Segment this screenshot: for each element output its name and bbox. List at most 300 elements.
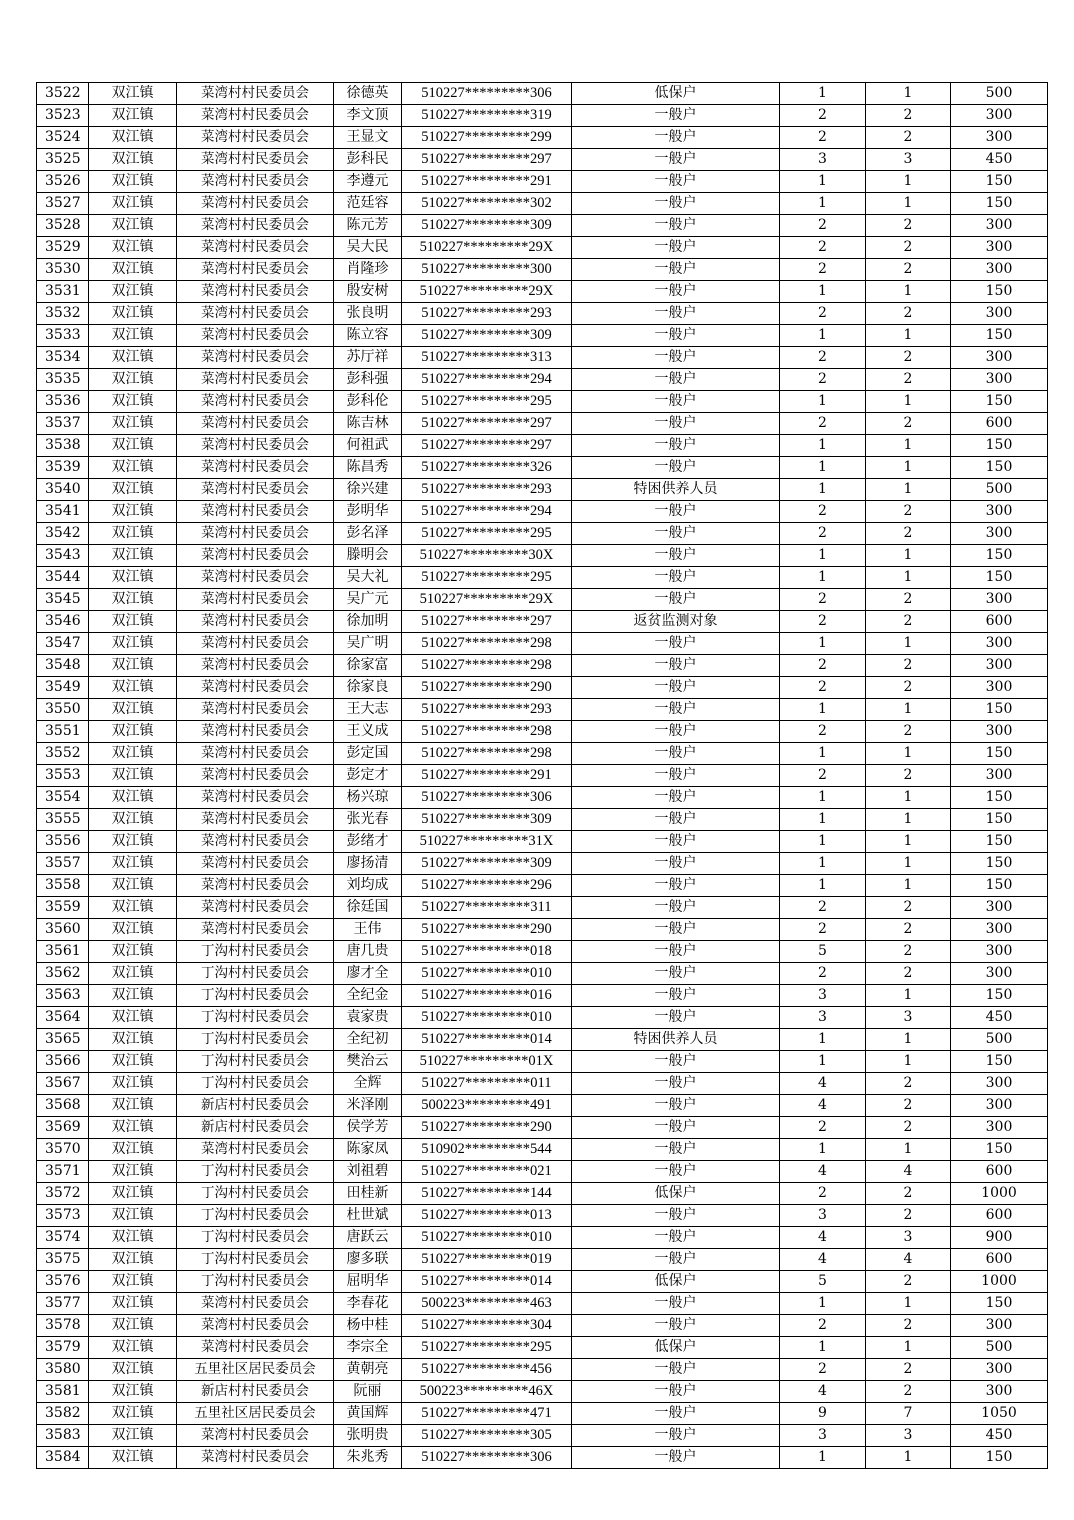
cell-covered-persons: 1	[866, 831, 951, 853]
table-row	[37, 1095, 1048, 1117]
cell-household-type: 一般户	[572, 1205, 780, 1227]
cell-seq-number: 3577	[37, 1293, 89, 1315]
table-row	[37, 721, 1048, 743]
cell-household-type: 一般户	[572, 1425, 780, 1447]
cell-village-committee: 菜湾村村民委员会	[177, 171, 334, 193]
cell-covered-persons: 7	[866, 1403, 951, 1425]
cell-seq-number: 3578	[37, 1315, 89, 1337]
cell-name: 徐德英	[334, 83, 402, 105]
cell-township: 双江镇	[89, 457, 177, 479]
cell-household-type: 一般户	[572, 149, 780, 171]
cell-seq-number: 3531	[37, 281, 89, 303]
cell-household-type: 一般户	[572, 413, 780, 435]
cell-household-size: 1	[780, 1337, 866, 1359]
cell-seq-number: 3522	[37, 83, 89, 105]
cell-household-type: 一般户	[572, 699, 780, 721]
cell-id-number: 510227*********471	[402, 1403, 572, 1425]
cell-household-size: 2	[780, 259, 866, 281]
cell-seq-number: 3561	[37, 941, 89, 963]
cell-township: 双江镇	[89, 875, 177, 897]
table-row	[37, 347, 1048, 369]
cell-household-size: 1	[780, 457, 866, 479]
cell-household-type: 一般户	[572, 545, 780, 567]
cell-township: 双江镇	[89, 281, 177, 303]
cell-township: 双江镇	[89, 1183, 177, 1205]
cell-amount: 150	[951, 1447, 1048, 1469]
cell-village-committee: 菜湾村村民委员会	[177, 83, 334, 105]
cell-household-type: 低保户	[572, 1337, 780, 1359]
cell-township: 双江镇	[89, 611, 177, 633]
table-row	[37, 985, 1048, 1007]
cell-village-committee: 菜湾村村民委员会	[177, 501, 334, 523]
cell-household-type: 返贫监测对象	[572, 611, 780, 633]
cell-household-size: 1	[780, 1029, 866, 1051]
cell-amount: 600	[951, 611, 1048, 633]
cell-village-committee: 丁沟村村民委员会	[177, 1051, 334, 1073]
cell-seq-number: 3563	[37, 985, 89, 1007]
cell-amount: 150	[951, 875, 1048, 897]
cell-covered-persons: 2	[866, 1095, 951, 1117]
cell-village-committee: 菜湾村村民委员会	[177, 193, 334, 215]
cell-township: 双江镇	[89, 193, 177, 215]
cell-household-type: 一般户	[572, 743, 780, 765]
cell-amount: 150	[951, 809, 1048, 831]
table-row	[37, 1403, 1048, 1425]
cell-amount: 150	[951, 853, 1048, 875]
cell-township: 双江镇	[89, 897, 177, 919]
cell-household-size: 1	[780, 1051, 866, 1073]
cell-household-type: 一般户	[572, 1117, 780, 1139]
cell-township: 双江镇	[89, 413, 177, 435]
cell-covered-persons: 1	[866, 809, 951, 831]
cell-household-size: 1	[780, 809, 866, 831]
cell-covered-persons: 2	[866, 1117, 951, 1139]
cell-name: 廖多联	[334, 1249, 402, 1271]
cell-household-type: 一般户	[572, 1227, 780, 1249]
cell-township: 双江镇	[89, 1337, 177, 1359]
cell-name: 陈吉林	[334, 413, 402, 435]
cell-id-number: 510227*********021	[402, 1161, 572, 1183]
cell-amount: 300	[951, 765, 1048, 787]
cell-name: 吴广元	[334, 589, 402, 611]
cell-township: 双江镇	[89, 501, 177, 523]
cell-covered-persons: 4	[866, 1161, 951, 1183]
cell-id-number: 510227*********014	[402, 1029, 572, 1051]
table-row	[37, 281, 1048, 303]
cell-household-type: 一般户	[572, 985, 780, 1007]
cell-household-size: 2	[780, 413, 866, 435]
cell-seq-number: 3576	[37, 1271, 89, 1293]
cell-seq-number: 3543	[37, 545, 89, 567]
cell-id-number: 510227*********298	[402, 655, 572, 677]
cell-amount: 150	[951, 325, 1048, 347]
cell-covered-persons: 2	[866, 765, 951, 787]
cell-name: 徐兴建	[334, 479, 402, 501]
table-row	[37, 325, 1048, 347]
cell-village-committee: 丁沟村村民委员会	[177, 1073, 334, 1095]
cell-covered-persons: 1	[866, 1051, 951, 1073]
cell-township: 双江镇	[89, 699, 177, 721]
cell-household-size: 2	[780, 303, 866, 325]
cell-covered-persons: 1	[866, 193, 951, 215]
cell-household-size: 1	[780, 787, 866, 809]
cell-township: 双江镇	[89, 149, 177, 171]
cell-amount: 300	[951, 1117, 1048, 1139]
cell-name: 吴大礼	[334, 567, 402, 589]
cell-village-committee: 菜湾村村民委员会	[177, 611, 334, 633]
cell-id-number: 510227*********291	[402, 765, 572, 787]
cell-covered-persons: 1	[866, 1139, 951, 1161]
cell-id-number: 510227*********144	[402, 1183, 572, 1205]
cell-id-number: 510227*********300	[402, 259, 572, 281]
cell-name: 袁家贵	[334, 1007, 402, 1029]
cell-covered-persons: 1	[866, 545, 951, 567]
cell-village-committee: 菜湾村村民委员会	[177, 567, 334, 589]
table-row	[37, 1249, 1048, 1271]
cell-name: 唐跃云	[334, 1227, 402, 1249]
table-row	[37, 1447, 1048, 1469]
cell-id-number: 510902*********544	[402, 1139, 572, 1161]
cell-household-size: 1	[780, 1139, 866, 1161]
cell-seq-number: 3539	[37, 457, 89, 479]
cell-seq-number: 3552	[37, 743, 89, 765]
cell-household-size: 2	[780, 237, 866, 259]
cell-name: 李宗全	[334, 1337, 402, 1359]
cell-township: 双江镇	[89, 215, 177, 237]
cell-covered-persons: 1	[866, 699, 951, 721]
cell-covered-persons: 2	[866, 963, 951, 985]
cell-seq-number: 3559	[37, 897, 89, 919]
cell-village-committee: 菜湾村村民委员会	[177, 457, 334, 479]
cell-name: 王义成	[334, 721, 402, 743]
cell-seq-number: 3569	[37, 1117, 89, 1139]
cell-township: 双江镇	[89, 127, 177, 149]
cell-covered-persons: 1	[866, 1029, 951, 1051]
cell-household-type: 一般户	[572, 963, 780, 985]
cell-amount: 900	[951, 1227, 1048, 1249]
cell-household-type: 一般户	[572, 567, 780, 589]
cell-id-number: 510227*********326	[402, 457, 572, 479]
cell-amount: 150	[951, 743, 1048, 765]
cell-township: 双江镇	[89, 259, 177, 281]
table-body	[37, 83, 1048, 1469]
cell-township: 双江镇	[89, 1139, 177, 1161]
cell-covered-persons: 2	[866, 919, 951, 941]
cell-covered-persons: 1	[866, 787, 951, 809]
cell-covered-persons: 1	[866, 1337, 951, 1359]
cell-id-number: 510227*********30X	[402, 545, 572, 567]
cell-village-committee: 菜湾村村民委员会	[177, 391, 334, 413]
cell-village-committee: 菜湾村村民委员会	[177, 149, 334, 171]
cell-household-size: 2	[780, 655, 866, 677]
cell-amount: 150	[951, 985, 1048, 1007]
cell-household-size: 1	[780, 853, 866, 875]
subsidy-roster-table	[36, 82, 1048, 1469]
table-row	[37, 127, 1048, 149]
cell-household-type: 一般户	[572, 1293, 780, 1315]
table-row	[37, 259, 1048, 281]
table-row	[37, 941, 1048, 963]
cell-household-type: 一般户	[572, 215, 780, 237]
cell-village-committee: 丁沟村村民委员会	[177, 963, 334, 985]
cell-covered-persons: 1	[866, 633, 951, 655]
cell-household-type: 低保户	[572, 1271, 780, 1293]
cell-township: 双江镇	[89, 589, 177, 611]
cell-village-committee: 丁沟村村民委员会	[177, 985, 334, 1007]
table-row	[37, 215, 1048, 237]
table-row	[37, 105, 1048, 127]
cell-seq-number: 3548	[37, 655, 89, 677]
cell-amount: 600	[951, 1205, 1048, 1227]
cell-household-type: 一般户	[572, 1249, 780, 1271]
cell-township: 双江镇	[89, 1073, 177, 1095]
table-row	[37, 1315, 1048, 1337]
cell-seq-number: 3536	[37, 391, 89, 413]
cell-id-number: 510227*********297	[402, 413, 572, 435]
cell-household-size: 1	[780, 1447, 866, 1469]
cell-household-type: 一般户	[572, 369, 780, 391]
table-row	[37, 193, 1048, 215]
cell-name: 廖才全	[334, 963, 402, 985]
cell-amount: 300	[951, 303, 1048, 325]
cell-name: 李遵元	[334, 171, 402, 193]
cell-village-committee: 丁沟村村民委员会	[177, 1161, 334, 1183]
cell-township: 双江镇	[89, 831, 177, 853]
table-row	[37, 567, 1048, 589]
cell-seq-number: 3560	[37, 919, 89, 941]
cell-covered-persons: 2	[866, 677, 951, 699]
cell-id-number: 510227*********304	[402, 1315, 572, 1337]
cell-name: 侯学芳	[334, 1117, 402, 1139]
cell-seq-number: 3581	[37, 1381, 89, 1403]
cell-village-committee: 菜湾村村民委员会	[177, 699, 334, 721]
cell-amount: 300	[951, 215, 1048, 237]
cell-amount: 300	[951, 677, 1048, 699]
cell-township: 双江镇	[89, 1161, 177, 1183]
cell-amount: 450	[951, 1007, 1048, 1029]
cell-amount: 600	[951, 1161, 1048, 1183]
cell-id-number: 510227*********295	[402, 391, 572, 413]
cell-covered-persons: 2	[866, 1183, 951, 1205]
cell-amount: 150	[951, 435, 1048, 457]
cell-household-size: 2	[780, 677, 866, 699]
cell-id-number: 510227*********010	[402, 963, 572, 985]
table-row	[37, 1183, 1048, 1205]
cell-household-size: 5	[780, 1271, 866, 1293]
cell-name: 李春花	[334, 1293, 402, 1315]
cell-seq-number: 3533	[37, 325, 89, 347]
cell-seq-number: 3583	[37, 1425, 89, 1447]
cell-household-type: 一般户	[572, 1095, 780, 1117]
table-row	[37, 897, 1048, 919]
cell-household-type: 一般户	[572, 787, 780, 809]
cell-household-size: 4	[780, 1249, 866, 1271]
cell-household-type: 一般户	[572, 391, 780, 413]
cell-covered-persons: 2	[866, 1381, 951, 1403]
cell-household-size: 9	[780, 1403, 866, 1425]
cell-covered-persons: 2	[866, 413, 951, 435]
cell-id-number: 510227*********31X	[402, 831, 572, 853]
cell-seq-number: 3537	[37, 413, 89, 435]
cell-township: 双江镇	[89, 1095, 177, 1117]
cell-township: 双江镇	[89, 567, 177, 589]
cell-village-committee: 菜湾村村民委员会	[177, 347, 334, 369]
cell-household-size: 1	[780, 743, 866, 765]
cell-id-number: 510227*********309	[402, 809, 572, 831]
cell-village-committee: 菜湾村村民委员会	[177, 831, 334, 853]
cell-township: 双江镇	[89, 853, 177, 875]
cell-id-number: 510227*********293	[402, 303, 572, 325]
cell-household-type: 一般户	[572, 523, 780, 545]
cell-household-type: 一般户	[572, 193, 780, 215]
cell-township: 双江镇	[89, 479, 177, 501]
cell-id-number: 510227*********295	[402, 1337, 572, 1359]
cell-seq-number: 3535	[37, 369, 89, 391]
cell-village-committee: 五里社区居民委员会	[177, 1359, 334, 1381]
cell-household-type: 一般户	[572, 281, 780, 303]
cell-village-committee: 菜湾村村民委员会	[177, 765, 334, 787]
cell-amount: 300	[951, 1359, 1048, 1381]
cell-village-committee: 菜湾村村民委员会	[177, 589, 334, 611]
cell-seq-number: 3584	[37, 1447, 89, 1469]
cell-name: 刘均成	[334, 875, 402, 897]
cell-covered-persons: 2	[866, 941, 951, 963]
cell-seq-number: 3524	[37, 127, 89, 149]
cell-township: 双江镇	[89, 919, 177, 941]
cell-name: 彭定才	[334, 765, 402, 787]
cell-village-committee: 菜湾村村民委员会	[177, 545, 334, 567]
cell-township: 双江镇	[89, 1029, 177, 1051]
cell-seq-number: 3575	[37, 1249, 89, 1271]
cell-household-size: 4	[780, 1227, 866, 1249]
cell-amount: 300	[951, 1315, 1048, 1337]
cell-village-committee: 菜湾村村民委员会	[177, 1293, 334, 1315]
cell-covered-persons: 2	[866, 369, 951, 391]
cell-village-committee: 菜湾村村民委员会	[177, 303, 334, 325]
cell-amount: 450	[951, 1425, 1048, 1447]
cell-id-number: 510227*********294	[402, 369, 572, 391]
cell-household-size: 2	[780, 369, 866, 391]
cell-household-size: 3	[780, 1425, 866, 1447]
cell-seq-number: 3568	[37, 1095, 89, 1117]
cell-covered-persons: 1	[866, 325, 951, 347]
cell-covered-persons: 3	[866, 1227, 951, 1249]
cell-name: 彭科强	[334, 369, 402, 391]
cell-township: 双江镇	[89, 787, 177, 809]
cell-village-committee: 丁沟村村民委员会	[177, 1183, 334, 1205]
cell-name: 陈立容	[334, 325, 402, 347]
cell-township: 双江镇	[89, 1249, 177, 1271]
cell-household-size: 1	[780, 435, 866, 457]
cell-name: 杨中桂	[334, 1315, 402, 1337]
cell-id-number: 510227*********014	[402, 1271, 572, 1293]
cell-household-size: 1	[780, 171, 866, 193]
cell-amount: 300	[951, 501, 1048, 523]
cell-seq-number: 3547	[37, 633, 89, 655]
cell-household-size: 1	[780, 567, 866, 589]
cell-village-committee: 菜湾村村民委员会	[177, 1139, 334, 1161]
cell-household-type: 一般户	[572, 853, 780, 875]
cell-household-type: 特困供养人员	[572, 1029, 780, 1051]
cell-household-size: 3	[780, 1007, 866, 1029]
cell-village-committee: 菜湾村村民委员会	[177, 875, 334, 897]
cell-name: 全辉	[334, 1073, 402, 1095]
cell-household-size: 1	[780, 83, 866, 105]
cell-household-type: 一般户	[572, 303, 780, 325]
cell-covered-persons: 2	[866, 303, 951, 325]
table-row	[37, 875, 1048, 897]
cell-village-committee: 菜湾村村民委员会	[177, 853, 334, 875]
table-row	[37, 1337, 1048, 1359]
cell-amount: 300	[951, 369, 1048, 391]
cell-household-type: 一般户	[572, 237, 780, 259]
cell-township: 双江镇	[89, 1293, 177, 1315]
cell-amount: 150	[951, 545, 1048, 567]
cell-household-size: 2	[780, 127, 866, 149]
table-row	[37, 853, 1048, 875]
cell-household-size: 1	[780, 545, 866, 567]
cell-id-number: 510227*********309	[402, 325, 572, 347]
cell-name: 米泽刚	[334, 1095, 402, 1117]
cell-name: 全纪初	[334, 1029, 402, 1051]
cell-name: 屈明华	[334, 1271, 402, 1293]
table-row	[37, 589, 1048, 611]
cell-township: 双江镇	[89, 237, 177, 259]
cell-amount: 150	[951, 1051, 1048, 1073]
cell-household-size: 3	[780, 149, 866, 171]
cell-township: 双江镇	[89, 1381, 177, 1403]
cell-name: 杨兴琼	[334, 787, 402, 809]
cell-name: 樊治云	[334, 1051, 402, 1073]
cell-id-number: 510227*********293	[402, 699, 572, 721]
cell-seq-number: 3544	[37, 567, 89, 589]
cell-name: 王显文	[334, 127, 402, 149]
cell-village-committee: 菜湾村村民委员会	[177, 897, 334, 919]
cell-amount: 150	[951, 831, 1048, 853]
cell-seq-number: 3550	[37, 699, 89, 721]
cell-amount: 1050	[951, 1403, 1048, 1425]
cell-household-size: 4	[780, 1073, 866, 1095]
cell-amount: 300	[951, 897, 1048, 919]
cell-household-size: 2	[780, 919, 866, 941]
cell-village-committee: 丁沟村村民委员会	[177, 1205, 334, 1227]
cell-amount: 150	[951, 457, 1048, 479]
cell-name: 陈昌秀	[334, 457, 402, 479]
cell-village-committee: 菜湾村村民委员会	[177, 677, 334, 699]
cell-name: 吴广明	[334, 633, 402, 655]
cell-seq-number: 3557	[37, 853, 89, 875]
cell-id-number: 510227*********313	[402, 347, 572, 369]
cell-id-number: 510227*********018	[402, 941, 572, 963]
cell-village-committee: 菜湾村村民委员会	[177, 259, 334, 281]
cell-covered-persons: 1	[866, 435, 951, 457]
cell-village-committee: 菜湾村村民委员会	[177, 633, 334, 655]
table-row	[37, 545, 1048, 567]
cell-township: 双江镇	[89, 303, 177, 325]
cell-name: 肖隆珍	[334, 259, 402, 281]
cell-village-committee: 菜湾村村民委员会	[177, 369, 334, 391]
cell-township: 双江镇	[89, 809, 177, 831]
cell-name: 彭明华	[334, 501, 402, 523]
cell-village-committee: 菜湾村村民委员会	[177, 655, 334, 677]
cell-village-committee: 新店村村民委员会	[177, 1095, 334, 1117]
cell-township: 双江镇	[89, 325, 177, 347]
cell-amount: 150	[951, 193, 1048, 215]
cell-id-number: 510227*********297	[402, 435, 572, 457]
cell-seq-number: 3541	[37, 501, 89, 523]
cell-name: 吴大民	[334, 237, 402, 259]
cell-covered-persons: 2	[866, 1073, 951, 1095]
